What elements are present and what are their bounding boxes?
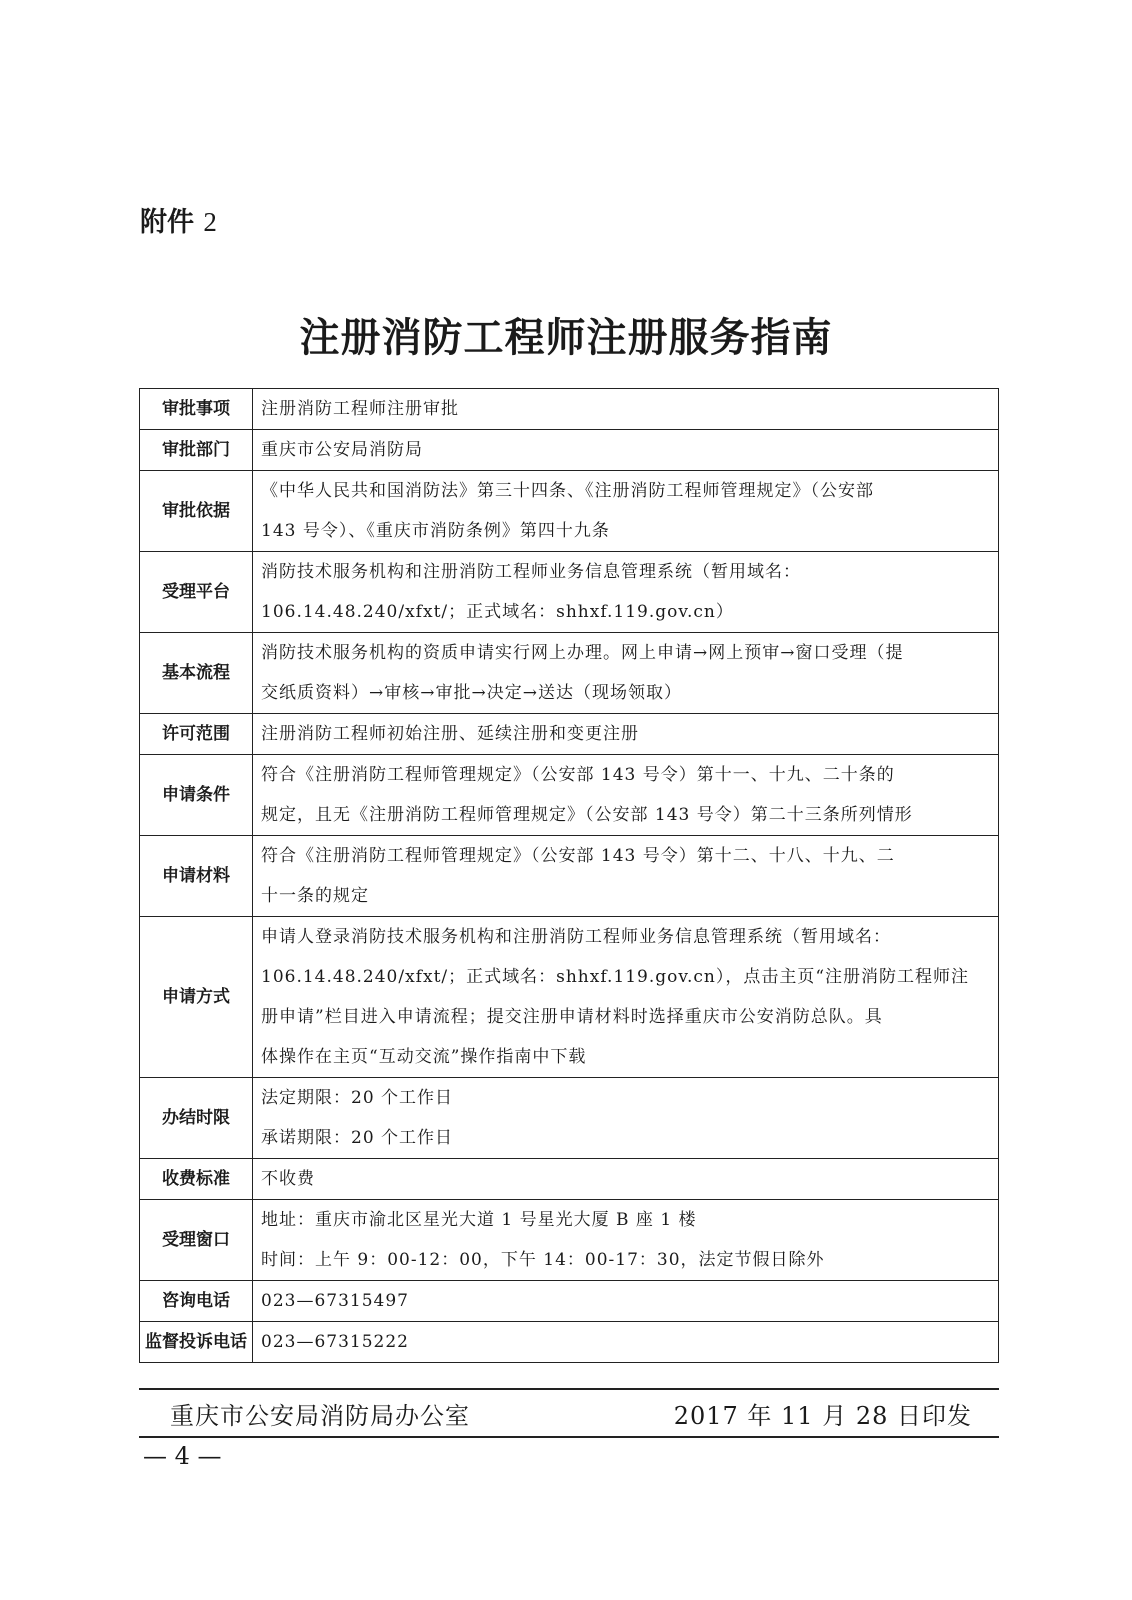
table-row: [140, 1159, 999, 1200]
document-title: 注册消防工程师注册服务指南: [299, 315, 833, 361]
page-number: — 4 —: [143, 1442, 222, 1470]
row-label: 申请方式: [140, 917, 253, 1078]
row-value-line: 143 号令）、《重庆市消防条例》第四十九条: [261, 521, 610, 541]
row-label: 审批依据: [140, 471, 253, 552]
footer-issue-date: 2017 年 11 月 28 日印发: [673, 1402, 972, 1430]
table-row: [140, 917, 999, 1078]
row-label: 许可范围: [140, 714, 253, 755]
row-value-line: 消防技术服务机构和注册消防工程师业务信息管理系统（暂用域名：: [261, 562, 801, 582]
row-value: [253, 552, 999, 633]
footer-bottom-rule: [139, 1436, 999, 1438]
row-value: [253, 1281, 999, 1322]
service-guide-table: [139, 388, 999, 1363]
row-value: [253, 917, 999, 1078]
row-label: 审批事项: [140, 389, 253, 430]
row-label: 申请材料: [140, 836, 253, 917]
row-value-line: 106.14.48.240/xfxt/；正式域名：shhxf.119.gov.cn），点击主页“注册消防工程师注: [261, 967, 970, 987]
row-value-line: 规定，且无《注册消防工程师管理规定》（公安部 143 号令）第二十三条所列情形: [261, 805, 913, 825]
table-row: [140, 1281, 999, 1322]
row-value-line: 注册消防工程师初始注册、延续注册和变更注册: [261, 724, 639, 744]
row-value-line: 重庆市公安局消防局: [261, 440, 423, 460]
row-value-line: 时间：上午 9：00-12：00，下午 14：00-17：30，法定节假日除外: [261, 1250, 825, 1270]
row-label: 办结时限: [140, 1078, 253, 1159]
row-value: [253, 836, 999, 917]
row-label: 监督投诉电话: [140, 1322, 253, 1363]
row-value-line: 《中华人民共和国消防法》第三十四条、《注册消防工程师管理规定》（公安部: [261, 481, 874, 501]
row-value: [253, 633, 999, 714]
row-value-line: 023—67315222: [261, 1332, 409, 1352]
row-label: 审批部门: [140, 430, 253, 471]
row-value: [253, 1078, 999, 1159]
table-row: [140, 714, 999, 755]
row-label: 收费标准: [140, 1159, 253, 1200]
row-value-line: 法定期限：20 个工作日: [261, 1088, 454, 1108]
row-value-line: 交纸质资料）→审核→审批→决定→送达（现场领取）: [261, 683, 682, 703]
row-value-line: 十一条的规定: [261, 886, 369, 906]
row-value-line: 符合《注册消防工程师管理规定》（公安部 143 号令）第十一、十九、二十条的: [261, 765, 895, 785]
table-row: [140, 389, 999, 430]
row-value: [253, 430, 999, 471]
row-value: [253, 1200, 999, 1281]
row-value-line: 册申请”栏目进入申请流程；提交注册申请材料时选择重庆市公安消防总队。具: [261, 1007, 883, 1027]
row-value-line: 023—67315497: [261, 1291, 409, 1311]
row-value: [253, 389, 999, 430]
table-row: [140, 1322, 999, 1363]
footer-issuing-office: 重庆市公安局消防局办公室: [170, 1402, 470, 1430]
table-row: [140, 1200, 999, 1281]
row-value-line: 承诺期限：20 个工作日: [261, 1128, 454, 1148]
row-value: [253, 755, 999, 836]
footer-top-rule: [139, 1388, 999, 1390]
row-label: 咨询电话: [140, 1281, 253, 1322]
row-value-line: 消防技术服务机构的资质申请实行网上办理。网上申请→网上预审→窗口受理（提: [261, 643, 904, 663]
row-value: [253, 471, 999, 552]
row-label: 受理窗口: [140, 1200, 253, 1281]
row-value: [253, 1322, 999, 1363]
attachment-text: 附件: [140, 207, 194, 238]
row-value: [253, 714, 999, 755]
row-value-line: 申请人登录消防技术服务机构和注册消防工程师业务信息管理系统（暂用域名：: [261, 927, 891, 947]
row-label: 受理平台: [140, 552, 253, 633]
row-value-line: 符合《注册消防工程师管理规定》（公安部 143 号令）第十二、十八、十九、二: [261, 846, 895, 866]
row-value-line: 地址：重庆市渝北区星光大道 1 号星光大厦 B 座 1 楼: [261, 1210, 697, 1230]
row-label: 基本流程: [140, 633, 253, 714]
row-value-line: 注册消防工程师注册审批: [261, 399, 459, 419]
row-label: 申请条件: [140, 755, 253, 836]
table-row: [140, 755, 999, 836]
table-row: [140, 1078, 999, 1159]
service-guide-table-body: [140, 389, 999, 1363]
row-value-line: 不收费: [261, 1169, 315, 1189]
table-row: [140, 552, 999, 633]
row-value-line: 体操作在主页“互动交流”操作指南中下载: [261, 1047, 587, 1067]
row-value-line: 106.14.48.240/xfxt/；正式域名：shhxf.119.gov.cn）: [261, 602, 734, 622]
table-row: [140, 836, 999, 917]
attachment-number: 2: [203, 207, 217, 237]
attachment-label: [140, 200, 217, 239]
table-row: [140, 430, 999, 471]
row-value: [253, 1159, 999, 1200]
table-row: [140, 471, 999, 552]
table-row: [140, 633, 999, 714]
